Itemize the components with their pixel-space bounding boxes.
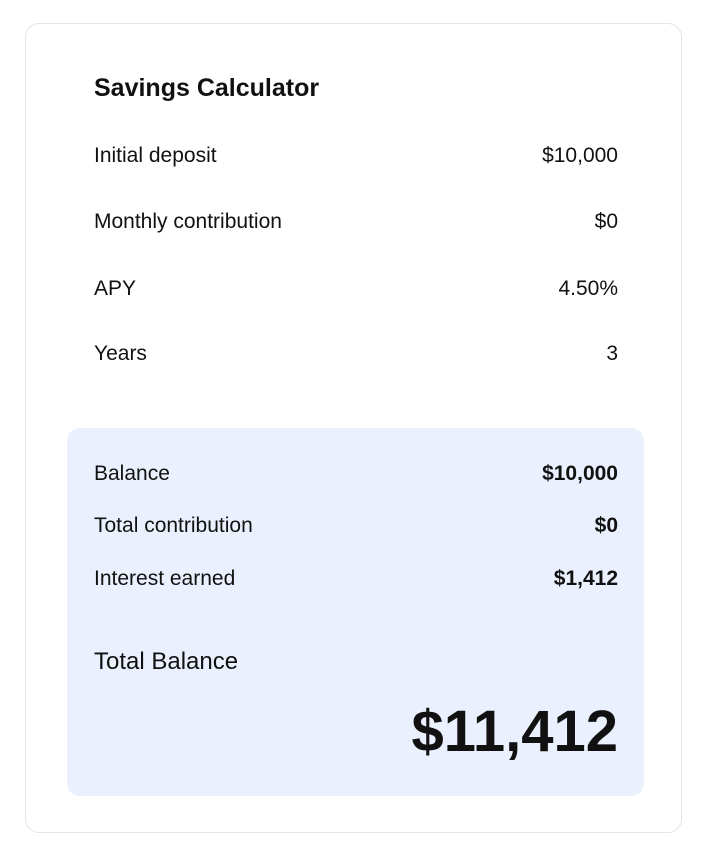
input-label: Initial deposit [94, 144, 217, 167]
result-value: $1,412 [553, 567, 618, 590]
input-row-monthly-contribution[interactable] [94, 210, 618, 234]
result-value: $0 [594, 514, 618, 537]
input-row-initial-deposit[interactable] [94, 144, 618, 168]
results-panel [67, 428, 644, 796]
result-value: $10,000 [542, 462, 618, 485]
input-value[interactable]: 4.50% [558, 277, 618, 300]
result-row-total-contribution [94, 514, 618, 538]
input-label: Years [94, 342, 147, 365]
input-row-apy[interactable] [94, 277, 618, 301]
card-title: Savings Calculator [94, 74, 320, 102]
result-label: Total contribution [94, 514, 253, 537]
savings-calculator-card [25, 23, 682, 833]
result-label: Interest earned [94, 567, 236, 590]
result-label: Balance [94, 462, 170, 485]
input-value[interactable]: $0 [594, 210, 618, 233]
result-row-balance [94, 462, 618, 486]
total-balance-label: Total Balance [94, 648, 239, 675]
input-value[interactable]: $10,000 [542, 144, 618, 167]
total-balance-value: $11,412 [411, 699, 618, 764]
input-label: APY [94, 277, 137, 300]
input-row-years[interactable] [94, 342, 618, 366]
input-value[interactable]: 3 [606, 342, 618, 365]
input-label: Monthly contribution [94, 210, 282, 233]
result-row-interest-earned [94, 567, 618, 591]
